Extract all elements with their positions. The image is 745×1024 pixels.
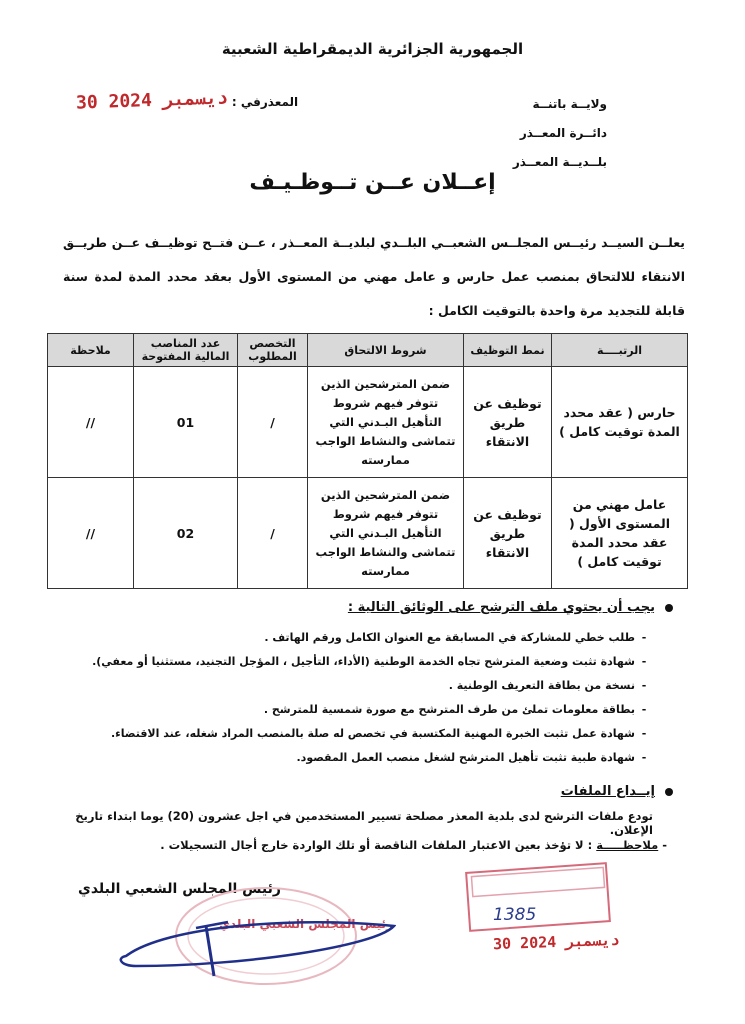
cell-rank: عامل مهني من المستوى الأول ( عقد محدد المدة توقيت كامل ) [552,478,688,589]
commune-label: بلــديــة المعــذر [512,155,607,169]
list-item: - شهادة طبية تثبت تأهيل المترشح لشغل منصب العمل المقصود. [53,746,653,770]
cell-rank: حارس ( عقد محدد المدة توقيت كامل ) [552,367,688,478]
reception-date-stamp: 30 ديسمبر 2024 [492,930,620,954]
table-row [48,478,688,589]
note-line [37,838,667,852]
deposit-text: تودع ملفات الترشح لدى بلدية المعذر مصلحة تسيير المستخدمين في اجل عشرون (20) يوما ابتداء تاريخ الإعلان. [75,809,653,837]
cell-note: // [48,367,134,478]
republic-header: الجمهورية الجزائرية الديمقراطية الشعبية [221,40,524,58]
cell-positions: 01 [134,367,238,478]
place-date [70,87,299,114]
deposit-heading [561,784,673,799]
cell-note: // [48,478,134,589]
list-item: - شهادة تثبت وضعية المترشح تجاه الخدمة الوطنية (الأداء، التأجيل ، المؤجل التجنيد، مستثنيا أو معفي). [53,650,653,674]
date-stamp: 30 ديسمبر 2024 [75,87,229,114]
header-specialty: التخصص المطلوب [238,334,308,367]
cell-specialty: / [238,367,308,478]
list-item: - نسخة من بطاقة التعريف الوطنية . [53,674,653,698]
daira-label: دائــرة المعــذر [519,126,607,140]
bullet-icon [665,604,673,612]
wilaya-label: ولايــة باتنــة [532,97,607,111]
table-row [48,367,688,478]
seal-text: رئيس المجلس الشعبي البلدي [219,917,393,931]
administration-block [513,90,607,177]
note-text: : لا تؤخذ بعين الاعتبار الملفات الناقصة أو تلك الواردة خارج أجال التسجيلات . [160,838,593,852]
header-note: ملاحظة [48,334,134,367]
header-positions: عدد المناصب المالية المفتوحة [134,334,238,367]
cell-conditions: ضمن المترشحين الذين تتوفر فيهم شروط التأهيل البـدني التي تتماشى والنشاط الواجب ممارسته [308,367,464,478]
cell-mode: توظيف عن طريق الانتقاء [464,367,552,478]
note-label: ملاحظـــــة [596,838,659,852]
cell-specialty: / [238,478,308,589]
bullet-icon [665,788,673,796]
list-item: - طلب خطي للمشاركة في المسابقة مع العنوان الكامل ورقم الهاتف . [53,626,653,650]
list-item: - شهادة عمل تثبت الخبرة المهنية المكتسبة في تخصص له صلة بالمنصب المراد شغله، عند الاقتضاء. [53,722,653,746]
jobs-table [47,333,688,589]
documents-heading [348,600,673,615]
cell-conditions: ضمن المترشحين الذين تتوفر فيهم شروط التأهيل البـدني التي تتماشى والنشاط الواجب ممارسته [308,478,464,589]
documents-list [53,626,653,770]
registration-number: 1385 [493,905,537,925]
deposit-heading-text: إيــداع الملفات [560,784,655,799]
cell-positions: 02 [134,478,238,589]
header-conditions: شروط الالتحاق [308,334,464,367]
official-seal [96,866,396,986]
president-title: رئيس المجلس الشعبي البلدي [78,881,281,897]
list-item: - بطاقة معلومات تملئ من طرف المترشح مع صورة شمسية للمترشح . [53,698,653,722]
intro-paragraph: يعلــن السيــد رئيــس المجلــس الشعبــي البلــدي لبلديــة المعــذر ، عــن فتــح توظيــف عــن طريــق الانتقاء للالتحاق بمنصب عمل حارس و عامل مهني من المستوى الأول بعقد محدد المدة لمدة سنة قابلة للتجديد مرة واحدة بالتوقيت الكامل : [63,235,685,318]
header-rank: الرتبــــة [552,334,688,367]
header-mode: نمط التوظيف [464,334,552,367]
place-label: المعذرفي : [231,95,299,109]
cell-mode: توظيف عن طريق الانتقاء [464,478,552,589]
table-header-row [48,334,688,367]
documents-heading-text: يجب أن يحتوي ملف الترشح على الوثائق التالية : [347,600,655,615]
dash-icon: - [658,838,667,852]
announcement-title: إعــلان عــن تــوظـيـف [249,170,496,195]
